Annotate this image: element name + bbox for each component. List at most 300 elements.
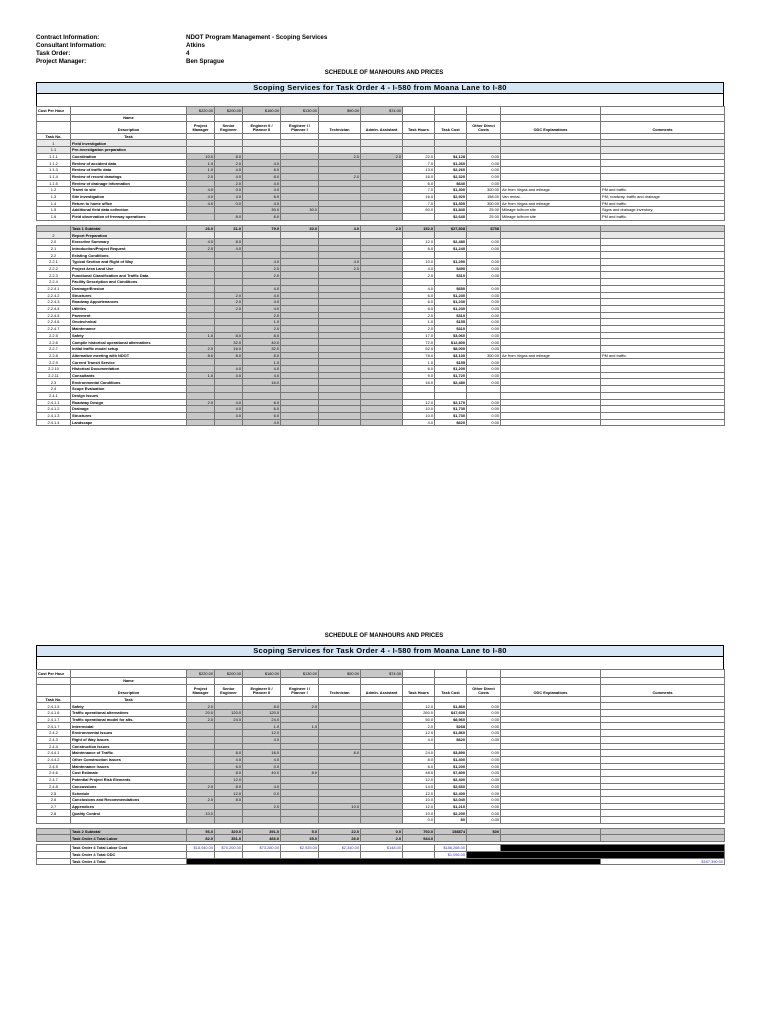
task-number: 2.4.1.5 [37, 703, 71, 710]
data-cell [361, 379, 403, 386]
data-cell [319, 412, 361, 419]
data-cell [501, 312, 601, 319]
data-cell [281, 153, 319, 160]
data-cell [601, 245, 725, 252]
data-cell: 1.0 [281, 723, 319, 730]
data-cell: 2.0 [187, 716, 215, 723]
data-cell [281, 299, 319, 306]
data-cell [187, 379, 215, 386]
data-cell [501, 412, 601, 419]
data-cell [319, 292, 361, 299]
data-cell: 8.0 [215, 770, 243, 777]
cell [467, 670, 501, 678]
data-cell [501, 797, 601, 804]
task-description: Construction Issues [71, 743, 187, 750]
data-cell: 0.00 [467, 750, 501, 757]
data-cell [601, 305, 725, 312]
task-number: 1.1.1 [37, 153, 71, 160]
data-cell: $490 [435, 265, 467, 272]
data-cell: 12.0 [403, 776, 435, 783]
data-cell: PM and traffic. [601, 213, 725, 220]
data-cell [187, 412, 215, 419]
table-row [37, 160, 725, 167]
task-description: Site investigation [71, 193, 187, 200]
cell [281, 851, 319, 858]
data-cell: 4.0 [403, 736, 435, 743]
data-cell [435, 147, 467, 154]
table-row [37, 770, 725, 777]
data-cell: 12.0 [403, 239, 435, 246]
data-cell [187, 736, 215, 743]
data-cell [501, 419, 601, 426]
data-cell: PM, roadway, traffic and drainage [601, 193, 725, 200]
data-cell: 4.0 [215, 193, 243, 200]
data-cell: $8,960 [435, 716, 467, 723]
task-number: 2.1 [37, 245, 71, 252]
task-number: 2.4.1.2 [37, 406, 71, 413]
data-cell [319, 312, 361, 319]
data-cell [601, 803, 725, 810]
task-label: Task [71, 133, 187, 140]
data-cell [601, 225, 725, 232]
data-cell: 60.0 [403, 207, 435, 214]
task-number: 1 [37, 140, 71, 147]
data-cell: $2,170 [435, 399, 467, 406]
totals-table [36, 844, 725, 865]
data-cell [361, 265, 403, 272]
manhours-table-2 [36, 669, 725, 842]
data-cell: 7.0 [403, 187, 435, 194]
table-row [37, 299, 725, 306]
data-cell [601, 259, 725, 266]
table-row [37, 723, 725, 730]
table-row [37, 245, 725, 252]
data-cell [403, 279, 435, 286]
data-cell [501, 173, 601, 180]
data-cell [501, 272, 601, 279]
data-cell [281, 173, 319, 180]
data-cell: 2.0 [319, 173, 361, 180]
data-cell: 2.0 [187, 797, 215, 804]
data-cell [467, 835, 501, 842]
data-cell [361, 399, 403, 406]
task-description: Current Transit Service [71, 359, 187, 366]
cell [403, 696, 435, 703]
data-cell: $650 [435, 285, 467, 292]
data-cell: 4.0 [215, 245, 243, 252]
data-cell: 12.0 [403, 399, 435, 406]
data-cell: 5.0 [281, 828, 319, 835]
data-cell: 0.00 [467, 180, 501, 187]
data-cell: 466.0 [243, 835, 281, 842]
data-cell [601, 790, 725, 797]
data-cell: $310 [435, 272, 467, 279]
data-cell [281, 406, 319, 413]
task-number: 2.4.1.1 [37, 399, 71, 406]
data-cell: 72.0 [403, 339, 435, 346]
data-cell [319, 207, 361, 214]
data-cell [187, 147, 215, 154]
data-cell [601, 346, 725, 353]
task-number: 2.6 [37, 797, 71, 804]
data-cell: 4.0 [243, 783, 281, 790]
data-cell: $1,300 [435, 200, 467, 207]
table-row [37, 810, 725, 817]
data-cell [319, 817, 361, 824]
data-cell [281, 332, 319, 339]
data-cell: 944.0 [403, 835, 435, 842]
data-cell [501, 803, 601, 810]
total-labor-value: $2,340.00 [319, 845, 361, 852]
data-cell: 1.0 [243, 723, 281, 730]
cell [37, 115, 71, 122]
data-cell: $1,730 [435, 406, 467, 413]
data-cell [243, 239, 281, 246]
data-cell [187, 259, 215, 266]
column-header: Description [71, 684, 187, 696]
data-cell [601, 366, 725, 373]
data-cell [601, 828, 725, 835]
data-cell [281, 372, 319, 379]
task-description: Concussions [71, 783, 187, 790]
data-cell [501, 259, 601, 266]
task-number: 2.2.10 [37, 366, 71, 373]
data-cell [601, 279, 725, 286]
task-description: Environmental Issues [71, 730, 187, 737]
data-cell [319, 406, 361, 413]
data-cell [319, 346, 361, 353]
data-cell [319, 213, 361, 220]
task-description: Utilities [71, 305, 187, 312]
data-cell: 158.00 [467, 193, 501, 200]
cell [601, 678, 725, 685]
cell [467, 678, 501, 685]
data-cell: 6.0 [403, 299, 435, 306]
data-cell: 8.0 [281, 770, 319, 777]
sheet-page-1 [36, 82, 724, 426]
data-cell [281, 285, 319, 292]
data-cell: Van rental. [501, 193, 601, 200]
data-cell [319, 200, 361, 207]
data-cell: 8.0 [215, 153, 243, 160]
task-number: 2.2.1 [37, 259, 71, 266]
task-description: Task 2 Subtotal [71, 828, 187, 835]
cell [37, 678, 71, 685]
sheet-page-2 [36, 645, 724, 865]
data-cell: 6.0 [403, 366, 435, 373]
data-cell [319, 239, 361, 246]
task-number: 2.5 [37, 790, 71, 797]
data-cell [243, 140, 281, 147]
data-cell [319, 319, 361, 326]
data-cell: 8.0 [215, 783, 243, 790]
data-cell [319, 232, 361, 239]
task-number: 2.4.2 [37, 730, 71, 737]
data-cell [601, 835, 725, 842]
data-cell [361, 359, 403, 366]
task-description: Environmental Conditions [71, 379, 187, 386]
data-cell [361, 352, 403, 359]
cell [601, 696, 725, 703]
data-cell [243, 776, 281, 783]
data-cell: 4.0 [403, 265, 435, 272]
data-cell: 792.0 [403, 828, 435, 835]
consultant-value: Atkins [186, 42, 205, 49]
data-cell [281, 200, 319, 207]
cell [281, 115, 319, 122]
task-description: Functional Classification and Traffic Data [71, 272, 187, 279]
data-cell [187, 419, 215, 426]
data-cell [601, 232, 725, 239]
data-cell [215, 379, 243, 386]
data-cell [319, 187, 361, 194]
task-description: Compile historical operational alternatives [71, 339, 187, 346]
data-cell: 0.00 [467, 710, 501, 717]
data-cell: 8.0 [243, 703, 281, 710]
data-cell [501, 325, 601, 332]
data-cell [501, 392, 601, 399]
project-manager-value: Ben Sprague [186, 58, 225, 65]
data-cell [243, 252, 281, 259]
data-cell [361, 797, 403, 804]
data-cell [281, 239, 319, 246]
data-cell [281, 312, 319, 319]
task-number: 2.7 [37, 803, 71, 810]
data-cell: 2.0 [243, 272, 281, 279]
data-cell [501, 319, 601, 326]
data-cell: $1,720 [435, 372, 467, 379]
data-cell: $1,860 [435, 703, 467, 710]
data-cell [361, 783, 403, 790]
data-cell [361, 419, 403, 426]
data-cell [215, 803, 243, 810]
data-cell: 4.0 [243, 292, 281, 299]
data-cell [281, 379, 319, 386]
data-cell: $1,730 [435, 412, 467, 419]
task-number: 1.5 [37, 207, 71, 214]
data-cell: 0.00 [467, 173, 501, 180]
data-cell [319, 180, 361, 187]
data-cell: 0.00 [467, 239, 501, 246]
table-row [37, 379, 725, 386]
data-cell [403, 213, 435, 220]
data-cell: 0.00 [467, 366, 501, 373]
data-cell [467, 232, 501, 239]
data-cell [319, 339, 361, 346]
data-cell: 0.0 [243, 763, 281, 770]
data-cell [187, 803, 215, 810]
cell [467, 133, 501, 140]
data-cell [319, 770, 361, 777]
table-row [37, 710, 725, 717]
data-cell [319, 332, 361, 339]
task-number: 2.3 [37, 379, 71, 386]
data-cell [601, 252, 725, 259]
data-cell [243, 797, 281, 804]
cell [435, 115, 467, 122]
data-cell [319, 140, 361, 147]
task-description: Cost Estimate [71, 770, 187, 777]
data-cell [361, 790, 403, 797]
cell [467, 845, 501, 852]
data-cell: $1,840 [435, 207, 467, 214]
task-number: 2.2.7 [37, 346, 71, 353]
data-cell [319, 372, 361, 379]
data-cell [319, 252, 361, 259]
data-cell: Air from Vegas and mileage [501, 200, 601, 207]
data-cell [281, 763, 319, 770]
cell [215, 851, 243, 858]
task-description: Pre-investigation preparation [71, 147, 187, 154]
task-description: Review of accident data [71, 160, 187, 167]
data-cell [435, 835, 467, 842]
data-cell [281, 187, 319, 194]
data-cell [361, 213, 403, 220]
data-cell [319, 716, 361, 723]
cell [187, 851, 215, 858]
data-cell [243, 743, 281, 750]
data-cell: $4,128 [435, 153, 467, 160]
data-cell [403, 392, 435, 399]
data-cell [361, 723, 403, 730]
data-cell: 4.0 [243, 419, 281, 426]
data-cell: $3,060 [435, 332, 467, 339]
data-cell [467, 147, 501, 154]
cell [187, 133, 215, 140]
data-cell [361, 279, 403, 286]
data-cell: $2,480 [435, 379, 467, 386]
data-cell [361, 160, 403, 167]
data-cell [281, 272, 319, 279]
table-row [37, 332, 725, 339]
data-cell: 0.00 [467, 325, 501, 332]
data-cell: 35.0 [281, 835, 319, 842]
task-description: Report Preparation [71, 232, 187, 239]
data-cell [361, 180, 403, 187]
data-cell [501, 828, 601, 835]
data-cell [281, 245, 319, 252]
data-cell: 8.0 [319, 750, 361, 757]
data-cell: 4.0 [403, 419, 435, 426]
data-cell: 24.0 [243, 716, 281, 723]
data-cell: $2,400 [435, 790, 467, 797]
task-number: 1.1.2 [37, 160, 71, 167]
cell [71, 107, 187, 115]
column-header: Project Manager [187, 121, 215, 133]
data-cell [601, 167, 725, 174]
data-cell [501, 346, 601, 353]
data-cell [361, 140, 403, 147]
consultant-label: Consultant Information: [36, 42, 107, 49]
task-number: 2.2.4.7 [37, 325, 71, 332]
cell [215, 696, 243, 703]
data-cell [601, 770, 725, 777]
data-cell [187, 730, 215, 737]
data-cell [501, 776, 601, 783]
data-cell [319, 736, 361, 743]
data-cell [361, 339, 403, 346]
schedule-title: SCHEDULE OF MANHOURS AND PRICES [324, 70, 444, 76]
scope-banner: Scoping Services for Task Order 4 - I-580 from Moana Lane to I-80 [36, 82, 724, 94]
data-cell [319, 305, 361, 312]
rate-cell: $200.00 [215, 107, 243, 115]
data-cell: 1.0 [243, 359, 281, 366]
data-cell [467, 743, 501, 750]
black-fill [501, 845, 725, 852]
data-cell: 0.00 [467, 305, 501, 312]
data-cell [361, 386, 403, 393]
data-cell: 8.0 [243, 193, 281, 200]
data-cell: 2.0 [403, 272, 435, 279]
data-cell [361, 252, 403, 259]
task-description: Structures [71, 292, 187, 299]
data-cell [319, 366, 361, 373]
data-cell [501, 756, 601, 763]
cell [403, 845, 435, 852]
table-row [37, 783, 725, 790]
table-row [37, 392, 725, 399]
task-description: Field observation of freeway operations [71, 213, 187, 220]
data-cell [281, 147, 319, 154]
data-cell [501, 835, 601, 842]
data-cell [319, 325, 361, 332]
data-cell [187, 392, 215, 399]
data-cell [187, 750, 215, 757]
data-cell: 152.0 [403, 225, 435, 232]
data-cell: 12.0 [243, 730, 281, 737]
cell [281, 133, 319, 140]
data-cell: $1,230 [435, 299, 467, 306]
table-row [37, 265, 725, 272]
task-number: 2.2.4.4 [37, 305, 71, 312]
manhours-table-1 [36, 106, 725, 426]
data-cell [501, 147, 601, 154]
task-description: Review of record drawings [71, 173, 187, 180]
column-header: Engineer II / Planner II [243, 684, 281, 696]
data-cell: 2.0 [243, 265, 281, 272]
task-description: Maintenance Issues [71, 763, 187, 770]
data-cell [187, 252, 215, 259]
data-cell: 120.0 [243, 710, 281, 717]
column-header: Senior Engineer [215, 121, 243, 133]
task-no-label: Task No. [37, 133, 71, 140]
data-cell [601, 312, 725, 319]
table-row [37, 213, 725, 220]
data-cell: 1.0 [187, 332, 215, 339]
data-cell [361, 299, 403, 306]
data-cell: 6.0 [243, 406, 281, 413]
cell [319, 696, 361, 703]
table-row [37, 279, 725, 286]
data-cell [319, 386, 361, 393]
data-cell [243, 386, 281, 393]
data-cell: $1,400 [435, 756, 467, 763]
task-description: Design Issues [71, 392, 187, 399]
table-row [37, 716, 725, 723]
data-cell: 4.0 [187, 193, 215, 200]
data-cell: $3,100 [435, 352, 467, 359]
data-cell: $310 [435, 312, 467, 319]
data-cell [601, 239, 725, 246]
data-cell: 32.0 [243, 346, 281, 353]
data-cell: 8.0 [403, 756, 435, 763]
data-cell: 0.00 [467, 346, 501, 353]
task-number: 2.2 [37, 252, 71, 259]
data-cell [501, 245, 601, 252]
data-cell: 0.00 [467, 245, 501, 252]
task-number: 1.6 [37, 213, 71, 220]
data-cell [601, 386, 725, 393]
